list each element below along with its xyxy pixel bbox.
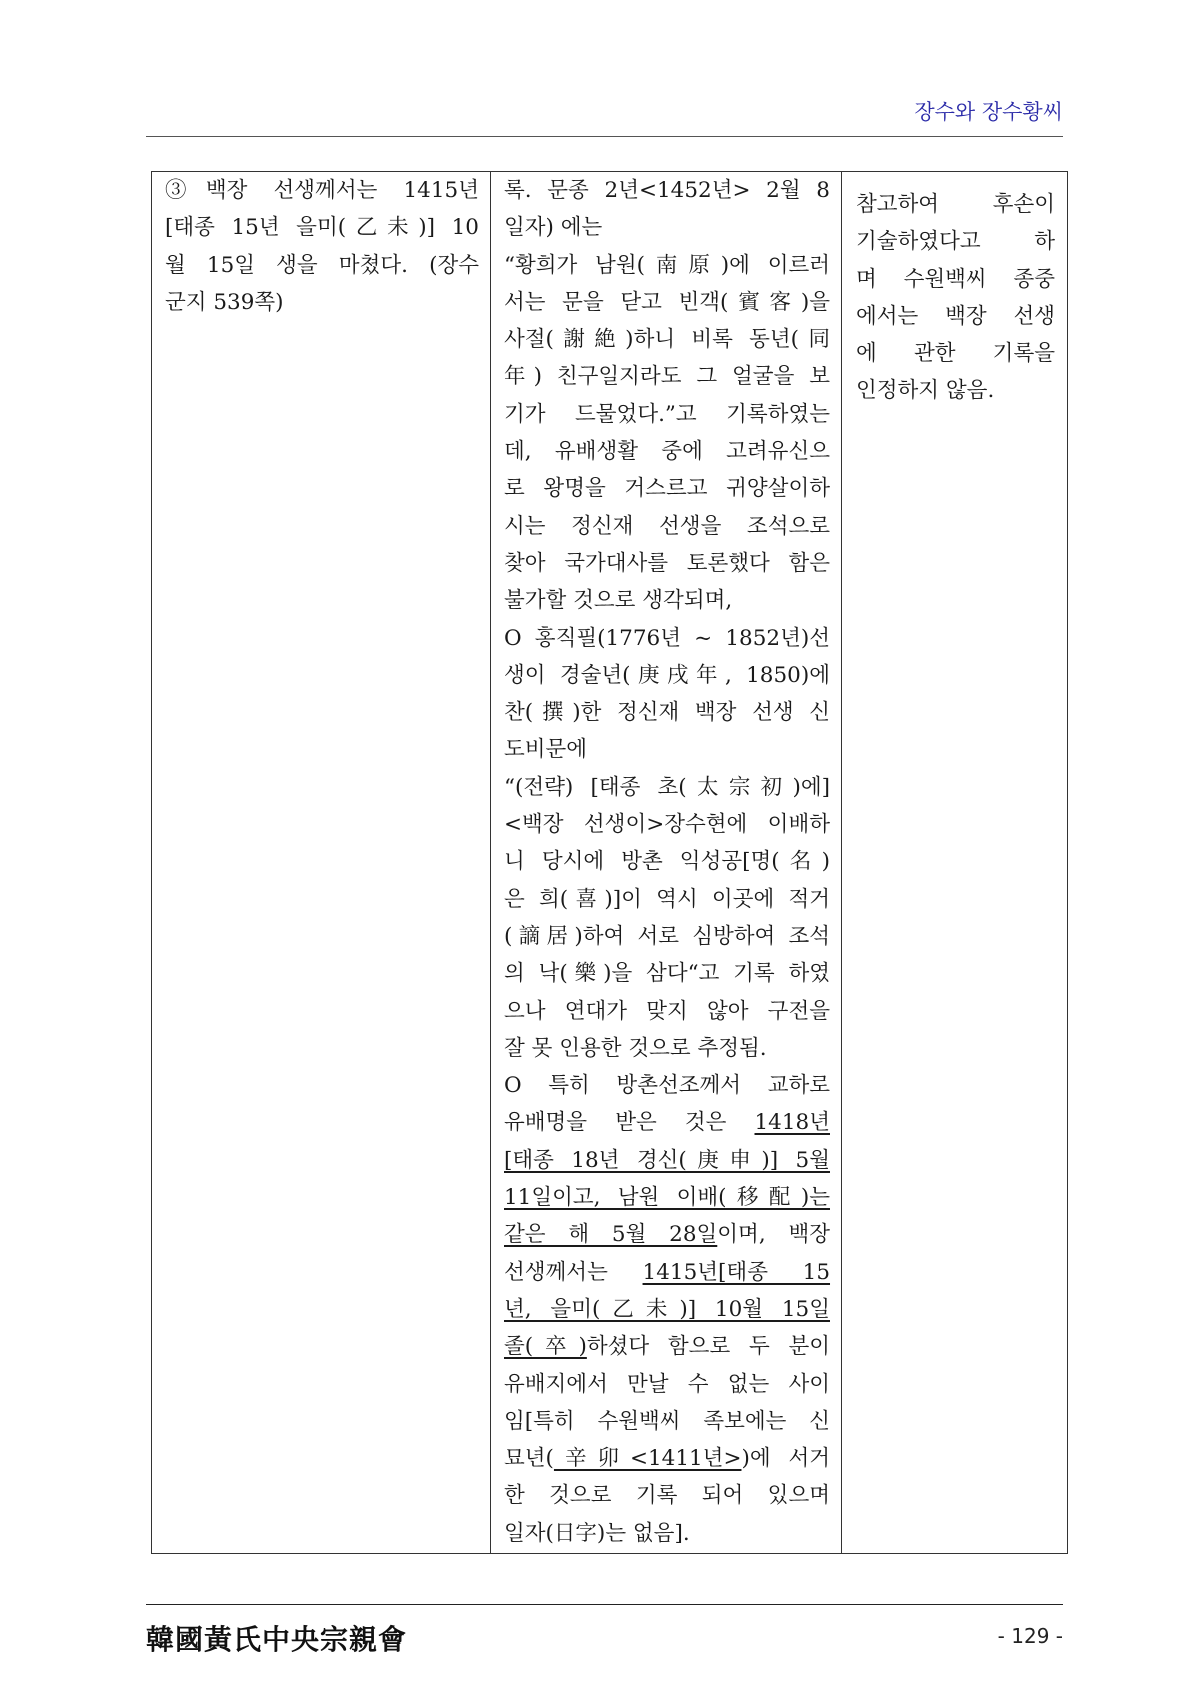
underlined-text: 1418년: [754, 1110, 830, 1136]
text-line: 에 관한 기록을: [856, 341, 1055, 367]
text-line: [504, 1440, 830, 1477]
text-line: [504, 1104, 830, 1141]
text-line: 찾아 국가대사를 토론했다 함은: [504, 550, 830, 576]
text-line: “황희가 남원(南原)에 이르러: [504, 252, 830, 278]
text-line: 한 것으로 기록 되어 있으며: [504, 1483, 830, 1509]
text-line: 일자) 에는: [504, 215, 603, 241]
text-line: 생이 경술년(庚戌年, 1850)에: [504, 662, 830, 688]
footer-rule: [146, 1604, 1063, 1605]
text-line: 사절(謝絶)하니 비록 동년(同: [504, 327, 830, 353]
text-line: 임[특히 수원백씨 족보에는 신: [504, 1408, 830, 1434]
text-line: 도비문에: [504, 737, 588, 763]
text-line: 월 15일 생을 마쳤다. (장수: [165, 252, 479, 278]
text-line: [태종 15년 을미(乙未)] 10: [165, 215, 479, 241]
header-rule: [146, 136, 1063, 137]
text-segment: 묘년(: [504, 1446, 554, 1472]
table-row: [152, 172, 1068, 1554]
text-line: (謫居)하여 서로 심방하여 조석: [504, 923, 830, 949]
text-line: 참고하여 후손이: [856, 192, 1055, 217]
text-line: 일자(日字)는 없음].: [504, 1520, 690, 1546]
running-header-title: 장수와 장수황씨: [914, 100, 1063, 124]
underlined-line: 11일이고, 남원 이배(移配)는: [504, 1185, 830, 1211]
text-line: 잘 못 인용한 것으로 추정됨.: [504, 1035, 767, 1061]
text-line: <백장 선생이>장수현에 이배하: [504, 812, 830, 838]
text-line: 인정하지 않음.: [856, 378, 995, 404]
text-line: O 특히 방촌선조께서 교하로: [504, 1073, 830, 1099]
text-line: 의 낙(樂)을 삼다“고 기록 하였: [504, 961, 830, 987]
text-segment: 선생께서는: [504, 1259, 643, 1285]
underlined-text: 1415년[태종 15: [642, 1259, 831, 1285]
middle-column-cell: [491, 172, 842, 1554]
underlined-line: 년, 을미(乙未)] 10월 15일: [504, 1296, 830, 1322]
text-line: 시는 정신재 선생을 조석으로: [504, 513, 830, 539]
text-segment: 이며, 백장: [717, 1222, 830, 1248]
text-line: 군지 539쪽): [165, 289, 284, 315]
text-segment: )에 서거: [741, 1446, 831, 1472]
right-column-cell: [842, 172, 1068, 1554]
underlined-text: 辛卯<1411년>: [553, 1446, 742, 1472]
left-column-cell: [152, 172, 491, 1554]
text-line: “(전략) [태종 초(太宗初)에]: [504, 774, 830, 800]
text-line: 기술하였다고 하: [856, 229, 1055, 255]
text-line: 니 당시에 방촌 익성공[명(名): [504, 849, 830, 875]
text-line: ③백장 선생께서는 1415년: [165, 178, 479, 203]
text-line: 데, 유배생활 중에 고려유신으: [504, 439, 830, 465]
text-line: 서는 문을 닫고 빈객(賓客)을: [504, 289, 830, 315]
text-line: O 홍직필(1776년 ~ 1852년)선: [504, 625, 830, 651]
text-line: 은 희(喜)]이 역시 이곳에 적거: [504, 886, 830, 912]
text-line: 불가할 것으로 생각되며,: [504, 588, 733, 614]
text-line: 으나 연대가 맞지 않아 구전을: [504, 998, 830, 1024]
footer-organization: 韓國黃氏中央宗親會: [146, 1623, 408, 1656]
text-line: [504, 1216, 830, 1253]
text-line: 록. 문종 2년<1452년> 2월 8: [504, 178, 830, 203]
text-segment: 유배명을 받은 것은: [504, 1110, 755, 1136]
text-line: [504, 1254, 830, 1291]
text-line: 유배지에서 만날 수 없는 사이: [504, 1371, 830, 1397]
underlined-text: 졸(卒): [504, 1334, 587, 1360]
underlined-text: 같은 해 5월 28일: [504, 1222, 718, 1248]
text-line: [504, 1328, 830, 1365]
text-line: 찬(撰)한 정신재 백장 선생 신: [504, 700, 830, 726]
text-line: 기가 드물었다.”고 기록하였는: [504, 401, 830, 427]
underlined-line: [태종 18년 경신(庚申)] 5월: [504, 1147, 830, 1173]
text-segment: 하셨다 함으로 두 분이: [586, 1334, 830, 1360]
content-table: [151, 171, 1068, 1554]
page-number: - 129 -: [997, 1624, 1063, 1648]
text-line: 年) 친구일지라도 그 얼굴을 보: [504, 364, 830, 390]
text-line: 며 수원백씨 종중: [856, 266, 1055, 292]
text-line: 로 왕명을 거스르고 귀양살이하: [504, 476, 830, 502]
text-line: 에서는 백장 선생: [856, 303, 1055, 329]
